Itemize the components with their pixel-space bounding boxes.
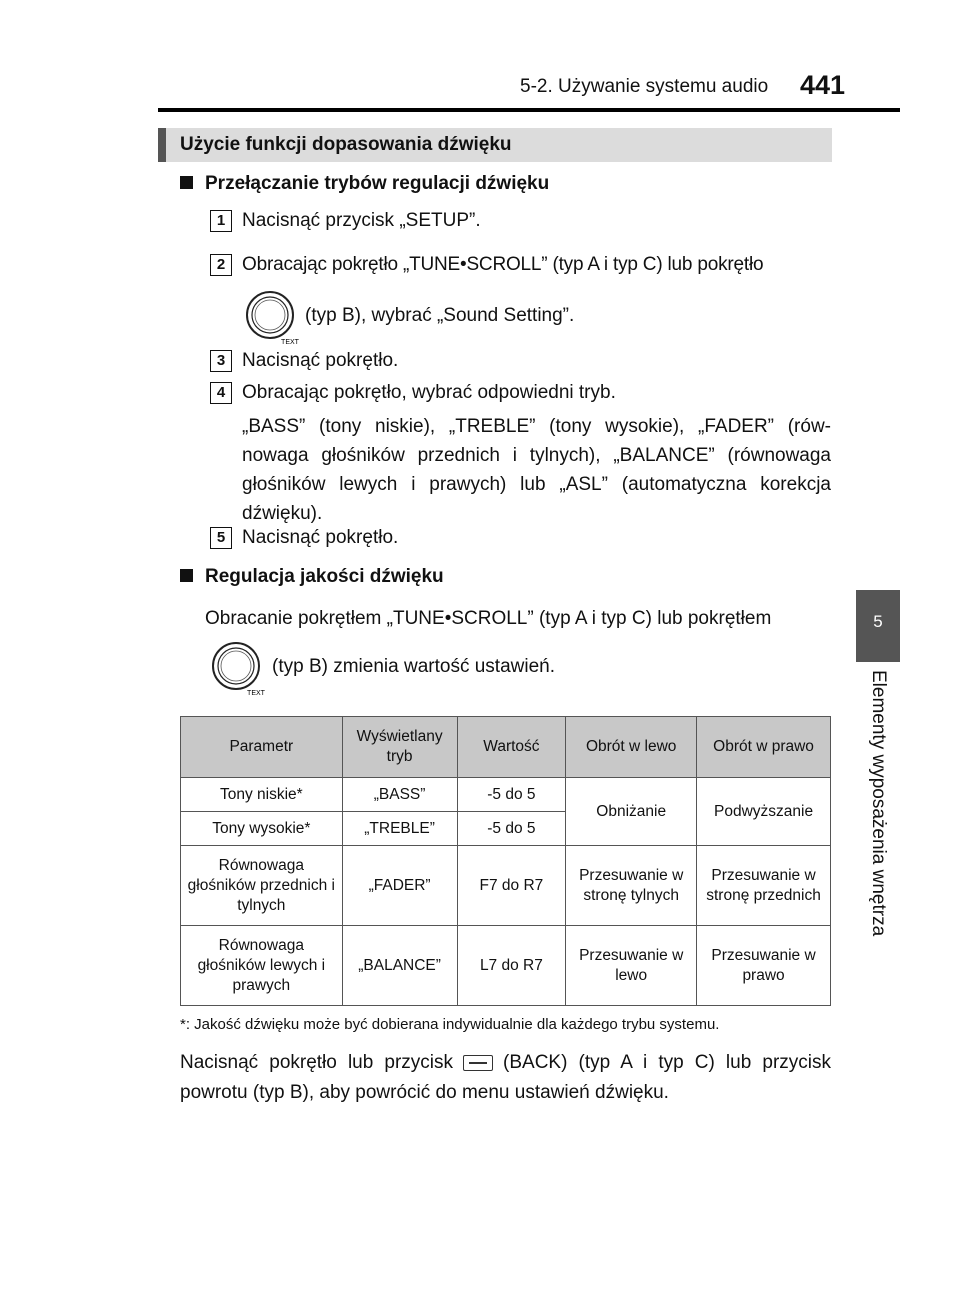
table-cell: Przesuwanie w stronę przednich xyxy=(697,846,831,926)
chapter-label-container xyxy=(848,670,908,970)
step-text: Obracając pokrętło, wybrać odpowiedni tryb. xyxy=(242,382,616,403)
table-header: Obrót w prawo xyxy=(697,717,831,778)
table-header: Wartość xyxy=(457,717,566,778)
table-cell: L7 do R7 xyxy=(457,926,566,1006)
table-cell: Tony niskie* xyxy=(181,778,343,812)
table-cell: Przesuwanie w prawo xyxy=(697,926,831,1006)
table-cell: Przesuwanie w stronę tylnych xyxy=(566,846,697,926)
section-title: Użycie funkcji dopasowania dźwięku xyxy=(158,128,832,162)
table-header-row xyxy=(181,717,831,778)
knob-icon xyxy=(210,640,266,696)
final-paragraph xyxy=(180,1048,831,1108)
table-cell: -5 do 5 xyxy=(457,812,566,846)
step-number: 2 xyxy=(210,254,232,276)
table-cell: Podwyższanie xyxy=(697,778,831,846)
switch-modes-heading-text: Przełączanie trybów regulacji dźwięku xyxy=(205,173,550,194)
footnote: *: Jakość dźwięku może być dobierana indywidualnie dla każdego trybu systemu. xyxy=(180,1016,720,1033)
chapter-label: Elementy wyposażenia wnętrza xyxy=(868,670,889,937)
bullet-square-icon xyxy=(180,176,193,189)
step-number: 1 xyxy=(210,210,232,232)
back-button-icon xyxy=(463,1055,493,1071)
table-header: Obrót w lewo xyxy=(566,717,697,778)
page-number: 441 xyxy=(800,70,846,100)
quality-text: Obracanie pokrętłem „TUNE•SCROLL” (typ A i typ C) lub pokrętłem xyxy=(205,608,772,629)
table-cell: „FADER” xyxy=(342,846,457,926)
header-rule xyxy=(158,108,900,112)
step-4-detail: „BASS” (tony niskie), „TREBLE” (tony wysokie), „FADER” (rów-nowaga głośników przednich i tylnych), „BALANCE” (równowaga głośników lewych i prawych) lub „ASL” (automatyczna korekcja dźwięku). xyxy=(242,416,831,524)
table-row xyxy=(181,926,831,1006)
table-row xyxy=(181,846,831,926)
table-cell: -5 do 5 xyxy=(457,778,566,812)
table-cell: „BALANCE” xyxy=(342,926,457,1006)
table-cell: Równowaga głośników przednich i tylnych xyxy=(181,846,343,926)
step-number: 4 xyxy=(210,382,232,404)
table-header: Parametr xyxy=(181,717,343,778)
step-text: Nacisnąć pokrętło. xyxy=(242,350,399,371)
knob-label: TEXT xyxy=(247,690,265,696)
step-text: Nacisnąć przycisk „SETUP”. xyxy=(242,210,481,231)
table-cell: Przesuwanie w lewo xyxy=(566,926,697,1006)
running-header: 5-2. Używanie systemu audio xyxy=(520,76,769,97)
step-1 xyxy=(210,210,481,232)
bullet-square-icon xyxy=(180,569,193,582)
table-cell: F7 do R7 xyxy=(457,846,566,926)
final-text-after: (BACK) (typ A i typ C) lub przycisk powrotu (typ B), aby powrócić do menu ustawień dźwięku. xyxy=(180,1052,831,1103)
step-4 xyxy=(210,382,616,404)
step-3 xyxy=(210,350,398,372)
step-text: Obracając pokrętło „TUNE•SCROLL” (typ A i typ C) lub pokrętło xyxy=(242,254,764,275)
table-cell: Tony wysokie* xyxy=(181,812,343,846)
knob-icon xyxy=(244,289,300,345)
final-text-before: Nacisnąć pokrętło lub przycisk xyxy=(180,1052,454,1073)
quality-heading xyxy=(180,566,444,588)
table-cell: Równowaga głośników lewych i prawych xyxy=(181,926,343,1006)
quality-heading-text: Regulacja jakości dźwięku xyxy=(205,566,444,587)
chapter-tab: 5 xyxy=(856,590,900,662)
knob-label: TEXT xyxy=(281,339,299,345)
step-number: 5 xyxy=(210,527,232,549)
quality-text-continued: (typ B) zmienia wartość ustawień. xyxy=(272,656,555,677)
table-cell: Obniżanie xyxy=(566,778,697,846)
step-2-continued: (typ B), wybrać „Sound Setting”. xyxy=(305,305,575,326)
sound-parameters-table xyxy=(180,716,831,1006)
table-row xyxy=(181,778,831,812)
step-number: 3 xyxy=(210,350,232,372)
table-cell: „TREBLE” xyxy=(342,812,457,846)
step-text: Nacisnąć pokrętło. xyxy=(242,527,399,548)
table-header: Wyświetlany tryb xyxy=(342,717,457,778)
table-cell: „BASS” xyxy=(342,778,457,812)
step-5 xyxy=(210,527,398,549)
step-2 xyxy=(210,254,830,276)
switch-modes-heading xyxy=(180,173,549,195)
